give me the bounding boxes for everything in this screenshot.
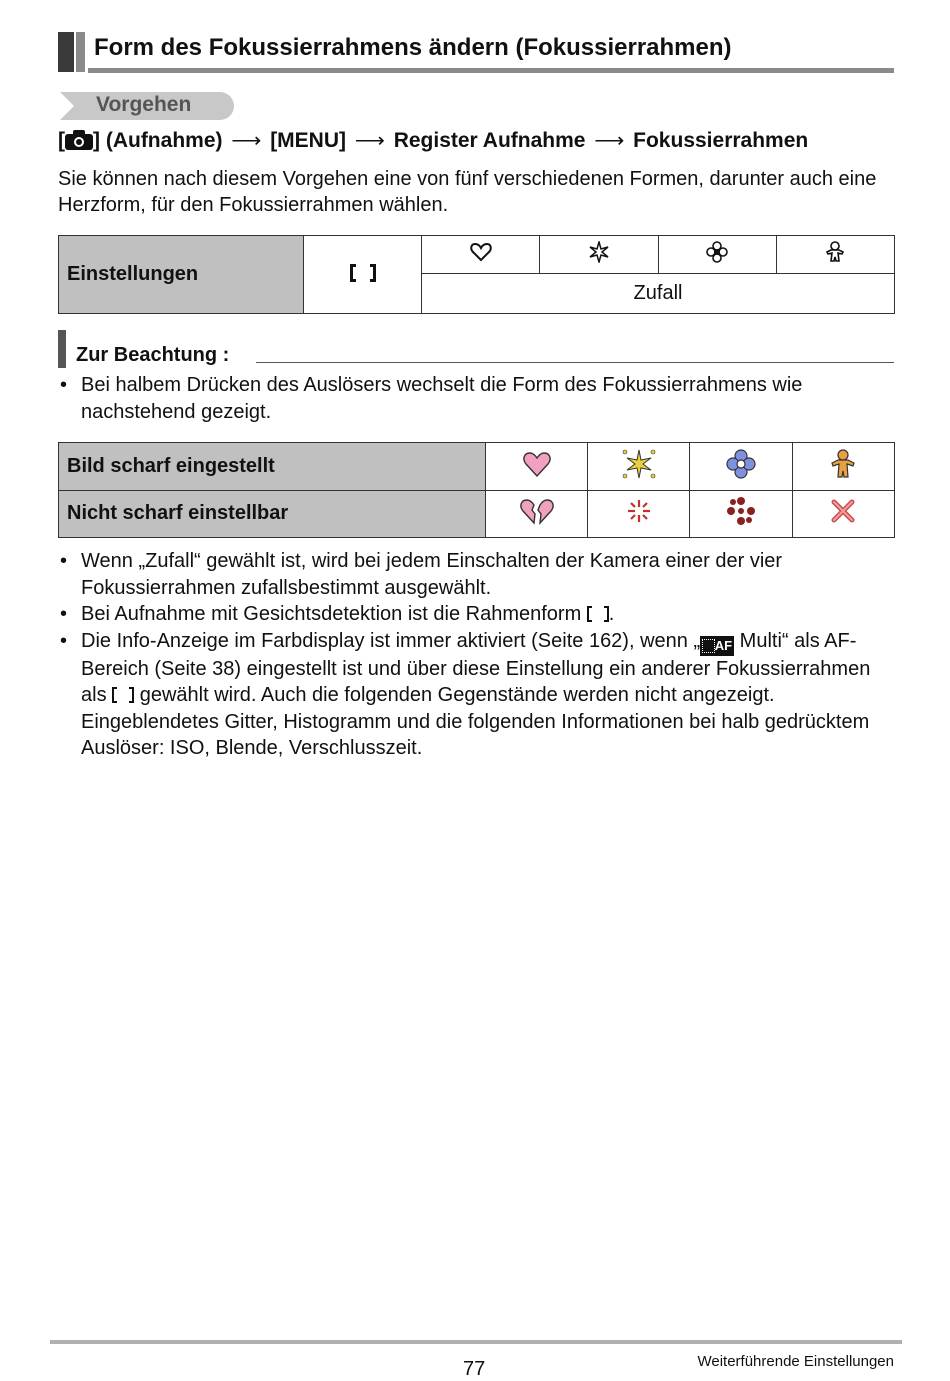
multi-af-icon: AF: [700, 636, 734, 656]
scattered-flower-icon: [690, 490, 792, 538]
sparkle-outline-icon: [540, 236, 658, 274]
flower-outline-icon: [658, 236, 776, 274]
square-frame-icon: [112, 687, 134, 703]
bullet-info-text-c: gewählt wird. Auch die folgenden Gegenstände werden nicht angezeigt.: [139, 684, 775, 706]
menu-path: [58, 128, 808, 153]
path-step-setting: Fokussierrahmen: [633, 129, 809, 152]
arrow-icon: ⟶: [354, 129, 385, 152]
flower-blue-icon: [690, 443, 792, 491]
broken-gingerbread-icon: [792, 490, 894, 538]
note-list: [58, 372, 894, 425]
gingerbread-orange-icon: [792, 443, 894, 491]
gingerbread-outline-icon: [776, 236, 894, 274]
sparkle-red-icon: [588, 490, 690, 538]
heading-bar-light: [76, 32, 85, 72]
procedure-label-text: Vorgehen: [96, 93, 192, 116]
square-frame-icon: [587, 606, 609, 622]
info-list: [58, 548, 894, 762]
footer-rule: [50, 1340, 902, 1344]
settings-label: Einstellungen: [59, 236, 304, 314]
path-step-menu: [MENU]: [270, 129, 347, 152]
procedure-label: [60, 92, 234, 120]
bracket-open: [: [58, 129, 65, 152]
broken-heart-icon: [486, 490, 588, 538]
note-header: [58, 330, 894, 370]
bullet-info-text-b: Multi“ als AF-Bereich (Seite 38) eingestellt ist und über diese Einstellung ein anderer Fokussierrahmen als: [81, 629, 871, 706]
path-step-tab: Register Aufnahme: [393, 129, 586, 152]
sparkle-yellow-icon: [588, 443, 690, 491]
camera-icon: [65, 130, 93, 150]
random-option: Zufall: [422, 274, 895, 314]
bullet-info-text-d: Eingeblendetes Gitter, Histogramm und die folgenden Informationen bei halb gedrücktem Auslöser: ISO, Blende, Verschlusszeit.: [81, 710, 870, 759]
arrow-icon: ⟶: [594, 129, 625, 152]
settings-table: [58, 235, 895, 314]
page-number: 77: [463, 1358, 486, 1380]
unfocused-label: Nicht scharf einstellbar: [59, 490, 486, 538]
bullet-random: • Wenn „Zufall“ gewählt ist, wird bei jedem Einschalten der Kamera einer der vier Fokussierrahmen zufallsbestimmt ausgewählt.: [58, 548, 894, 601]
heading-rule: [88, 68, 894, 73]
heart-pink-icon: [486, 443, 588, 491]
focus-states-table: [58, 442, 895, 538]
bullet-info-display: [58, 628, 894, 762]
note-bullet: • Bei halbem Drücken des Auslösers wechselt die Form des Fokussierrahmens wie nachstehend gezeigt.: [58, 372, 894, 425]
bullet-face-detection: • Bei Aufnahme mit Gesichtsdetektion ist die Rahmenform .: [58, 601, 894, 628]
square-frame-icon: [304, 236, 422, 314]
bullet-info-text-a: Die Info-Anzeige im Farbdisplay ist immer aktiviert (Seite 162), wenn „: [81, 629, 701, 652]
heading-bar-dark: [58, 32, 74, 72]
note-title: Zur Beachtung :: [76, 344, 230, 366]
path-step-record: ] (Aufnahme): [93, 129, 223, 152]
note-rule: [256, 362, 894, 363]
bullet-face-detection-text: Bei Aufnahme mit Gesichtsdetektion ist die Rahmenform: [81, 603, 582, 625]
focused-label: Bild scharf eingestellt: [59, 443, 486, 491]
page-heading: [58, 32, 894, 74]
intro-text: Sie können nach diesem Vorgehen eine von fünf verschiedenen Formen, darunter auch eine Herzform, für den Fokussierrahmen wählen.: [58, 168, 877, 216]
note-bar: [58, 330, 66, 368]
heart-outline-icon: [422, 236, 540, 274]
page-title: Form des Fokussierrahmens ändern (Fokussierrahmen): [94, 34, 732, 61]
section-name: Weiterführende Einstellungen: [697, 1353, 894, 1370]
pill-notch: [60, 92, 74, 120]
arrow-icon: ⟶: [231, 129, 262, 152]
